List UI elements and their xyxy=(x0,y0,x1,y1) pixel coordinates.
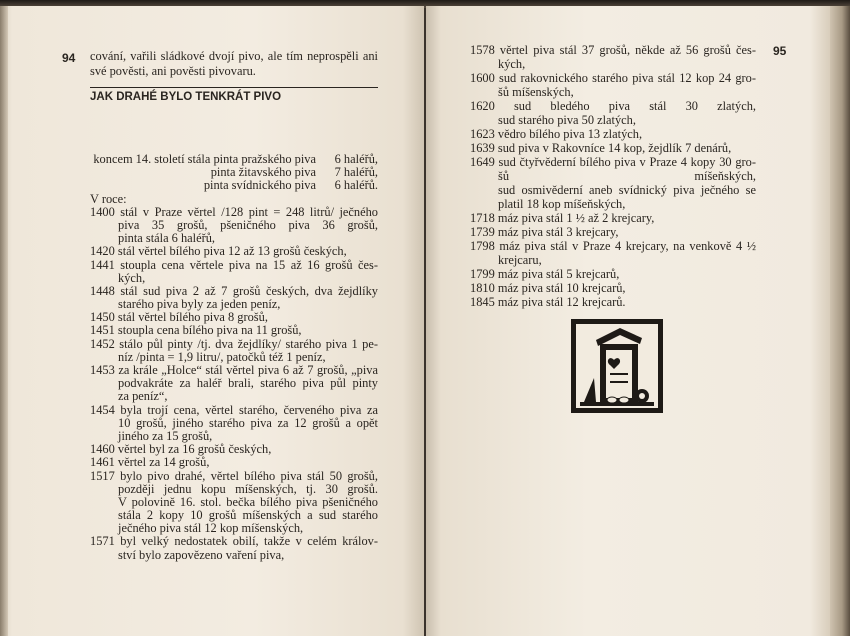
entry-line xyxy=(470,127,756,141)
section-heading: JAK DRAHÉ BYLO TENKRÁT PIVO xyxy=(90,91,282,103)
year-entry xyxy=(470,225,756,239)
year-entry xyxy=(470,99,756,127)
year-entry xyxy=(470,211,756,225)
entry-line: za peníz“, xyxy=(118,389,168,404)
entry-line: sud starého piva 50 zlatých, xyxy=(498,113,636,127)
entry-text: byl velký nedostatek obilí, takže v celém králov- xyxy=(120,534,378,549)
entry-text: stál sud piva 2 až 7 grošů českých, dva žejdlíky xyxy=(120,283,378,298)
entry-line: piva 35 grošů, pšeničného piva 36 grošů, xyxy=(118,217,378,232)
entry-year: 1845 xyxy=(470,295,495,309)
entry-year: 1718 xyxy=(470,211,495,225)
entry-line xyxy=(470,281,756,295)
entry-year: 1461 xyxy=(90,455,115,470)
entry-text: stoupla cena věrtele piva na 15 až 16 grošů čes- xyxy=(120,257,378,272)
year-entry xyxy=(470,43,756,71)
entry-line: krejcaru, xyxy=(498,253,542,267)
price-label: pinta svídnického piva xyxy=(203,178,316,193)
entry-year: 1810 xyxy=(470,281,495,295)
entry-text: stoupla cena bílého piva na 11 grošů, xyxy=(117,323,302,338)
entry-line xyxy=(90,338,378,351)
year-entry xyxy=(90,470,378,536)
entry-line: ječného piva stál 12 kop míšenských, xyxy=(118,521,304,536)
page-number-right: 95 xyxy=(773,44,787,58)
year-entry xyxy=(90,206,378,246)
entry-line xyxy=(470,155,756,169)
entry-line: pinta stála 6 haléřů, xyxy=(118,231,216,246)
entry-text: sud piva v Rakovníce 14 kop, žejdlík 7 denárů, xyxy=(497,141,732,155)
entry-line: kých, xyxy=(118,270,146,285)
entry-text: věrtel piva stál 37 grošů, někde až 56 grošů čes- xyxy=(499,43,756,57)
year-entry xyxy=(470,127,756,141)
entry-text: sud čtyřvěderní bílého piva v Praze 4 kopy 30 gro- xyxy=(498,155,756,169)
entry-text: sud bledého piva stál 30 zlatých, xyxy=(513,99,756,113)
price-label: koncem 14. století stála pinta pražského piva xyxy=(93,152,316,166)
entry-line: starého piva byly za jeden peníz, xyxy=(118,297,281,312)
entry-text: sud rakovnického starého piva stál 12 kop 24 gro- xyxy=(499,71,756,85)
entry-text: stál věrtel bílého piva 8 grošů, xyxy=(117,310,268,325)
entry-line xyxy=(470,267,756,281)
entry-line xyxy=(470,239,756,253)
left-page-body xyxy=(90,153,378,562)
entry-year: 1739 xyxy=(470,225,495,239)
entry-line: V polovině 16. stol. bečka bílého piva pšeničného xyxy=(118,494,378,509)
woodcut-outhouse-icon xyxy=(570,318,664,414)
entry-line xyxy=(470,99,756,113)
entry-text: máz piva stál 5 krejcarů, xyxy=(497,267,620,281)
entry-text: máz piva stál 10 krejcarů, xyxy=(497,281,626,295)
year-entry xyxy=(470,239,756,267)
entry-line: stála 2 kopy 10 grošů míšenských a sud starého xyxy=(118,508,378,523)
entry-line xyxy=(90,404,378,417)
entry-line xyxy=(90,206,378,219)
price-row xyxy=(90,179,378,192)
year-entry xyxy=(470,155,756,211)
entry-year: 1639 xyxy=(470,141,495,155)
year-entry xyxy=(90,364,378,404)
entry-text: bylo pivo drahé, věrtel bílého piva stál 50 grošů, xyxy=(120,468,378,483)
entry-year: 1441 xyxy=(90,257,115,272)
entry-text: vědro bílého piva 13 zlatých, xyxy=(497,127,643,141)
entry-line: šů míšenských, xyxy=(498,85,574,99)
entry-line: podvakráte za haléř brali, starého piva půl pinty xyxy=(118,376,378,391)
year-entries-left xyxy=(90,206,378,562)
intro-paragraph xyxy=(90,50,378,78)
year-entry xyxy=(470,267,756,281)
price-value: 6 haléřů, xyxy=(334,152,378,166)
year-entry xyxy=(90,259,378,285)
entry-text: za krále „Holce“ stál věrtel piva 6 až 7 grošů, „piva xyxy=(118,363,378,377)
year-entry xyxy=(470,295,756,309)
entry-year: 1400 xyxy=(90,204,115,219)
entry-text: stálo půl pinty /tj. dva žejdlíky/ starého piva 1 pe- xyxy=(119,336,378,351)
right-page-body xyxy=(470,43,756,309)
entry-year: 1578 xyxy=(470,43,495,57)
price-value: 6 haléřů. xyxy=(334,178,378,193)
year-entry xyxy=(90,285,378,311)
page-number-left: 94 xyxy=(62,51,76,65)
entry-year: 1420 xyxy=(90,244,115,259)
entry-year: 1460 xyxy=(90,442,115,457)
entry-line: později jednu kopu míšenských, tj. 30 grošů. xyxy=(118,481,378,496)
entry-text: máz piva stál 1 ½ až 2 krejcary, xyxy=(497,211,655,225)
entry-line xyxy=(90,470,378,483)
entry-text: máz piva stál 12 krejcarů. xyxy=(497,295,626,309)
entry-line xyxy=(90,259,378,272)
entry-line xyxy=(470,225,756,239)
year-entry xyxy=(470,71,756,99)
entry-year: 1620 xyxy=(470,99,495,113)
entry-line xyxy=(470,43,756,57)
entry-line: šů míšeňských, xyxy=(498,169,756,183)
entry-year: 1450 xyxy=(90,310,115,325)
intro-line: cování, vařili sládkové dvojí pivo, ale tím neprospěli ani xyxy=(90,49,378,63)
entry-text: věrtel za 14 grošů, xyxy=(117,455,210,470)
price-table xyxy=(90,153,378,193)
year-entry xyxy=(90,338,378,364)
book-left-edge xyxy=(0,6,8,636)
year-entry xyxy=(90,535,378,561)
entry-year: 1649 xyxy=(470,155,495,169)
entry-line xyxy=(90,535,378,548)
entry-text: máz piva stál 3 krejcary, xyxy=(497,225,619,239)
year-entry xyxy=(470,141,756,155)
entry-year: 1453 xyxy=(90,363,115,377)
year-entries-right xyxy=(470,43,756,309)
entry-year: 1798 xyxy=(470,239,495,253)
entry-year: 1448 xyxy=(90,283,115,298)
entry-line: sud osmivěderní aneb svídnický piva ječného se xyxy=(498,183,756,197)
entry-line: 10 grošů, jiného starého piva za 12 grošů a opět xyxy=(118,415,378,430)
entry-text: věrtel byl za 16 grošů českých, xyxy=(117,442,272,457)
entry-year: 1623 xyxy=(470,127,495,141)
entry-year: 1571 xyxy=(90,534,115,549)
year-entry xyxy=(90,404,378,444)
section-rule xyxy=(90,87,378,88)
entry-line xyxy=(470,295,756,309)
entry-text: stál věrtel bílého piva 12 až 13 grošů českých, xyxy=(117,244,347,259)
entry-line xyxy=(470,141,756,155)
entry-line: platil 18 kop míšeňských, xyxy=(498,197,626,211)
intro-line: své pověsti, ani pověsti pivovaru. xyxy=(90,64,256,79)
entry-line: kých, xyxy=(498,57,526,71)
entry-year: 1517 xyxy=(90,468,115,483)
entry-text: máz piva stál v Praze 4 krejcary, na venkově 4 ½ xyxy=(499,239,756,253)
entry-line: ství bylo zapovězeno vaření piva, xyxy=(118,547,285,562)
book-right-edge xyxy=(830,6,850,636)
entry-line xyxy=(470,71,756,85)
entry-year: 1451 xyxy=(90,323,115,338)
entry-year: 1452 xyxy=(90,336,115,351)
entry-year: 1600 xyxy=(470,71,495,85)
entry-text: byla trojí cena, věrtel starého, červeného piva za xyxy=(120,402,378,417)
entry-year: 1454 xyxy=(90,402,115,417)
entry-line xyxy=(470,211,756,225)
price-value: 7 haléřů, xyxy=(334,165,378,180)
entry-line: jiného za 15 grošů, xyxy=(118,428,213,443)
entry-year: 1799 xyxy=(470,267,495,281)
price-label: pinta žitavského piva xyxy=(210,165,316,180)
year-entry xyxy=(470,281,756,295)
entry-text: stál v Praze věrtel /128 pint = 248 litrů/ ječného xyxy=(120,204,378,219)
v-roce-label: V roce: xyxy=(90,191,127,206)
entry-line: níz /pinta = 1,9 litru/, patočků též 1 peníz, xyxy=(118,349,326,364)
